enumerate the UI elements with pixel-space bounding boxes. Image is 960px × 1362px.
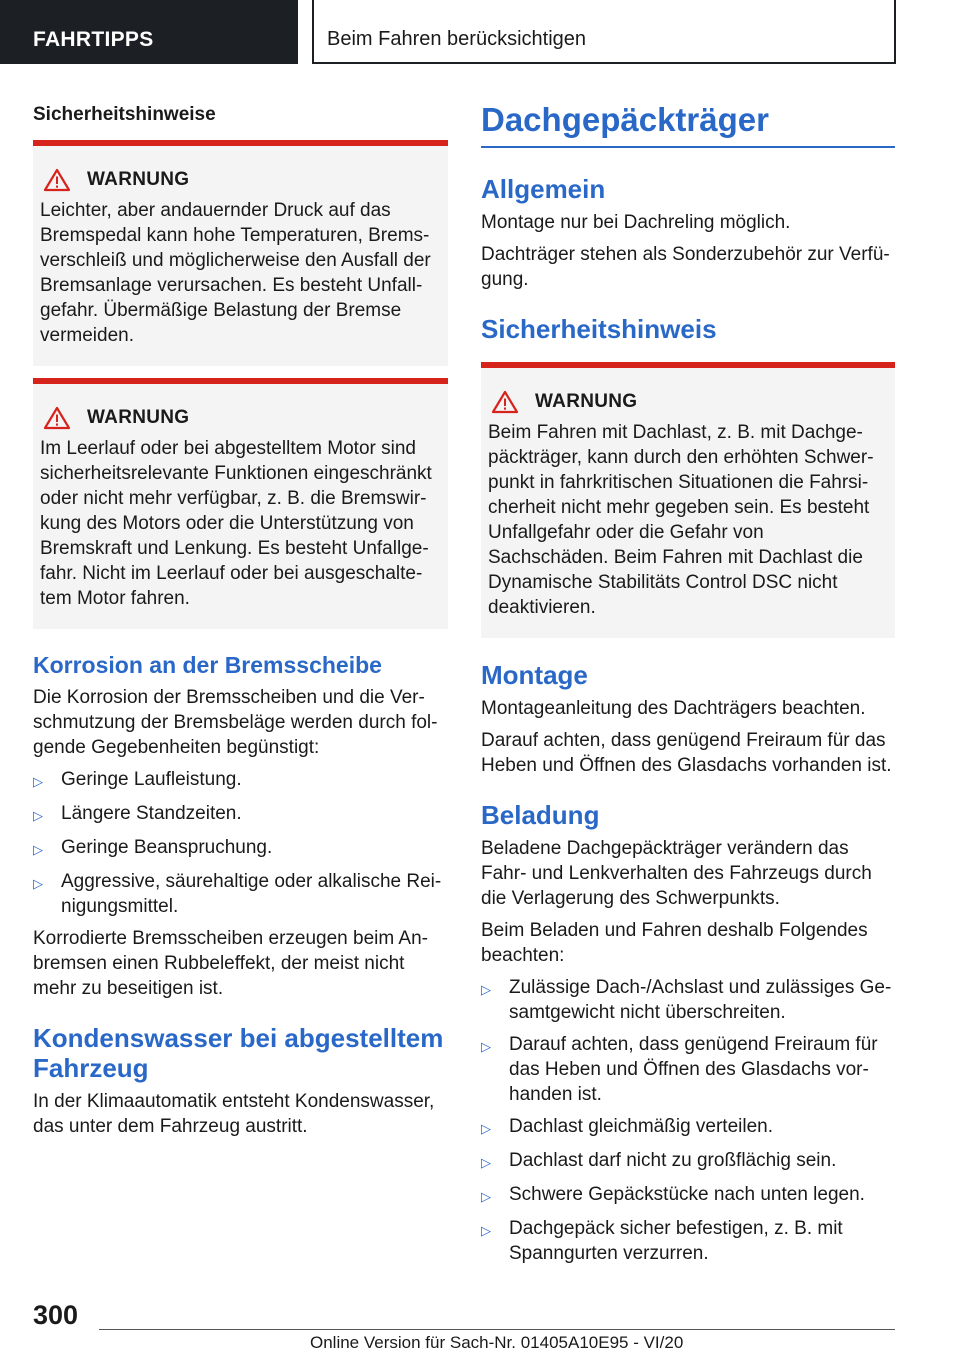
loading-list — [481, 975, 895, 1266]
list-item: ▷ Geringe Beanspruchung. — [33, 835, 448, 862]
corrosion-list — [33, 767, 448, 919]
list-item: ▷ Längere Standzeiten. — [33, 801, 448, 828]
triangle-bullet-icon: ▷ — [33, 842, 43, 857]
mounting-heading: Montage — [481, 660, 588, 690]
warning-text: Leichter, aber andauernder Druck auf das Bremspedal kann hohe Temperaturen, Bremsverschleiß und möglicherweise den Ausfall der Bremsanlage verursachen. Es besteht Unfallgefahr. Übermäßige Belastung der Bremse vermeiden. — [40, 200, 431, 346]
condensate-text: In der Klimaautomatik entsteht Kondenswasser, das unter dem Fahrzeug austritt. — [33, 1091, 435, 1137]
warning-label: WARNUNG — [87, 407, 190, 428]
safety-notes-heading: Sicherheitshinweise — [33, 104, 216, 125]
triangle-bullet-icon: ▷ — [33, 808, 43, 823]
general-heading: Allgemein — [481, 174, 606, 204]
list-item: ▷ Geringe Laufleistung. — [33, 767, 448, 794]
warning-triangle-icon — [43, 406, 71, 430]
warning-box — [33, 140, 448, 366]
mounting-text-1: Montageanleitung des Dachträgers beachten. — [481, 698, 866, 719]
page-title: Dachgepäckträger — [481, 100, 895, 148]
loading-text-2: Beim Beladen und Fahren deshalb Folgendes beachten: — [481, 920, 868, 966]
corrosion-outro: Korrodierte Bremsscheiben erzeugen beim Anbremsen einen Rubbeleffekt, der meist nicht mehr zu beseitigen ist. — [33, 928, 428, 999]
condensate-heading: Kondenswasser bei abgestelltem Fahrzeug — [33, 1023, 444, 1083]
triangle-bullet-icon: ▷ — [481, 982, 491, 997]
section-tab: FAHRTIPPS — [0, 0, 298, 64]
triangle-bullet-icon: ▷ — [481, 1121, 491, 1136]
warning-box — [481, 362, 895, 638]
list-item: ▷ Schwere Gepäckstücke nach unten legen. — [481, 1182, 895, 1209]
general-text-2: Dachträger stehen als Sonderzubehör zur Verfügung. — [481, 244, 890, 290]
triangle-bullet-icon: ▷ — [33, 876, 43, 891]
list-item: ▷ Aggressive, säurehaltige oder alkalische Reinigungsmittel. — [33, 871, 442, 917]
list-item: ▷ Dachgepäck sicher befestigen, z. B. mit Spanngurten verzurren. — [481, 1218, 843, 1264]
warning-text: Beim Fahren mit Dachlast, z. B. mit Dachgepäckträger, kann durch den erhöhten Schwerpunkt in fahrkritischen Situationen die Fahrsicherheit nicht mehr gegeben sein. Es besteht Unfallgefahr oder die Gefahr von Sachschäden. Beim Fahren mit Dachlast die Dynamische Stabilitäts Control DSC nicht deaktivieren. — [488, 422, 874, 618]
list-item: ▷ Dachlast gleichmäßig verteilen. — [481, 1114, 895, 1141]
footer-online-version: Online Version für Sach-Nr. 01405A10E95 - VI/20 — [310, 1333, 684, 1352]
loading-heading: Beladung — [481, 800, 600, 830]
safety-heading: Sicherheitshinweis — [481, 314, 717, 344]
loading-text-1: Beladene Dachgepäckträger verändern das Fahr- und Lenkverhalten des Fahrzeugs durch die Verlagerung des Schwerpunkts. — [481, 838, 872, 909]
warning-triangle-icon — [43, 168, 71, 192]
right-column — [481, 100, 895, 1273]
corrosion-heading: Korrosion an der Bremsscheibe — [33, 652, 382, 678]
list-item: ▷ Darauf achten, dass genügend Freiraum für das Heben und Öffnen des Glasdachs vorhanden ist. — [481, 1034, 878, 1105]
triangle-bullet-icon: ▷ — [481, 1223, 491, 1238]
warning-label: WARNUNG — [87, 169, 190, 190]
list-item: ▷ Dachlast darf nicht zu großflächig sein. — [481, 1148, 895, 1175]
triangle-bullet-icon: ▷ — [481, 1155, 491, 1170]
list-item: ▷ Zulässige Dach-/Achslast und zulässiges Gesamtgewicht nicht überschreiten. — [481, 977, 892, 1023]
triangle-bullet-icon: ▷ — [481, 1039, 491, 1054]
chapter-tab: Beim Fahren berücksichtigen — [312, 0, 896, 64]
warning-text: Im Leerlauf oder bei abgestelltem Motor sind sicherheitsrelevante Funktionen eingeschränkt oder nicht mehr verfügbar, z. B. die Bremswirkung des Motors oder die Unterstützung von Bremskraft und Lenkung. Es besteht Unfallgefahr. Nicht im Leerlauf oder bei ausgeschaltetem Motor fahren. — [40, 438, 432, 609]
left-column — [33, 100, 448, 1146]
footer-divider — [99, 1329, 895, 1330]
mounting-text-2: Darauf achten, dass genügend Freiraum für das Heben und Öffnen des Glasdachs vorhanden ist. — [481, 730, 892, 776]
triangle-bullet-icon: ▷ — [33, 774, 43, 789]
triangle-bullet-icon: ▷ — [481, 1189, 491, 1204]
page-number: 300 — [33, 1300, 79, 1330]
warning-box — [33, 378, 448, 629]
warning-triangle-icon — [491, 390, 519, 414]
warning-label: WARNUNG — [535, 391, 638, 412]
general-text-1: Montage nur bei Dachreling möglich. — [481, 212, 791, 233]
page-header — [0, 0, 960, 66]
corrosion-intro: Die Korrosion der Bremsscheiben und die Verschmutzung der Bremsbeläge werden durch folgende Gegebenheiten begünstigt: — [33, 687, 438, 758]
